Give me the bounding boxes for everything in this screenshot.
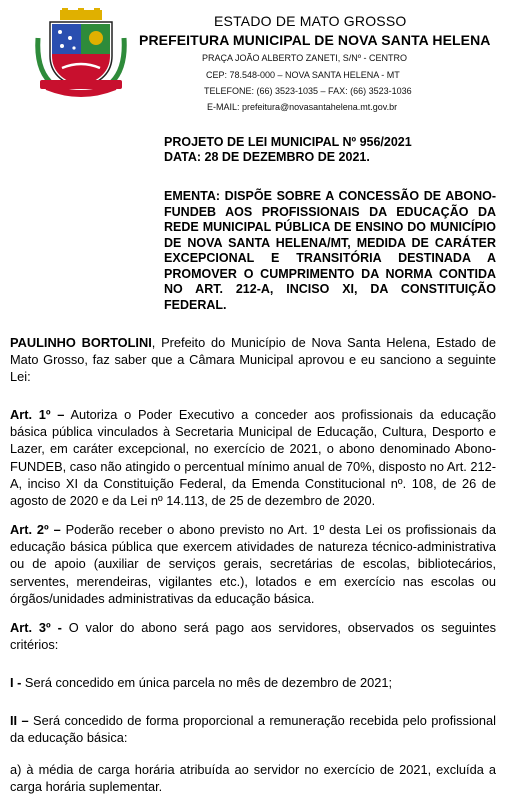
article-3-text: O valor do abono será pago aos servidores, observados os seguintes critérios: [10,620,497,653]
article-2-label: Art. 2º – [10,522,61,537]
letterhead-phone: TELEFONE: (66) 3523-1035 – FAX: (66) 3523-1036 [204,86,412,96]
bill-heading [164,135,412,165]
municipal-crest-logo [32,8,130,100]
bill-ementa: EMENTA: DISPÕE SOBRE A CONCESSÃO DE ABONO-FUNDEB AOS PROFISSIONAIS DA EDUCAÇÃO DA REDE MUNICIPAL PÚBLICA DE ENSINO DO MUNICÍPIO DE NOVA SANTA HELENA/MT, MEDIDA DE CARÁTER EXCEPCIONAL E TRANSITÓRIA DESTINADA A PROMOVER O CUMPRIMENTO DA NORMA CONTIDA NO ART. 212-A, INCISO XI, DA CONSTITUIÇÃO FEDERAL. [164,189,496,312]
mayor-name: PAULINHO BORTOLINI [10,335,152,350]
article-2 [10,521,496,607]
article-1-text: Autoriza o Poder Executivo a conceder aos profissionais da educação básica pública vinculados à Secretaria Municipal de Educação, Cultura, Desporto e Lazer, em caráter excepcional, no exercício de 2021, o abono denominado Abono-FUNDEB, caso não atingido o percentual mínimo anual de 70%, disposto no Art. 212-A, inciso XI da Constituição Federal, da Emenda Constitucional nº. 108, de 26 de agosto de 2020 e da Lei nº 14.113, de 25 de dezembro de 2020. [10,407,496,509]
item-i-text: Será concedido em única parcela no mês de dezembro de 2021; [21,675,393,690]
letterhead-prefecture: PREFEITURA MUNICIPAL DE NOVA SANTA HELENA [139,32,491,48]
article-1-label: Art. 1º – [10,407,65,422]
intro-text: , Prefeito do Município de Nova Santa Helena, Estado de Mato Grosso, faz saber que a Câmara Municipal aprovou e eu sanciono a seguinte Lei: [10,335,496,385]
letterhead-cep: CEP: 78.548-000 – NOVA SANTA HELENA - MT [206,70,400,80]
letterhead-email: E-MAIL: prefeitura@novasantahelena.mt.gov.br [207,102,398,112]
letterhead-address: PRAÇA JOÃO ALBERTO ZANETI, S/Nº - CENTRO [202,53,407,63]
intro-paragraph [10,334,496,386]
article-1 [10,406,496,509]
bill-date: DATA: 28 DE DEZEMBRO DE 2021. [164,150,370,164]
item-i [10,674,496,691]
bill-number: PROJETO DE LEI MUNICIPAL Nº 956/2021 [164,135,412,149]
article-3 [10,619,496,653]
item-ii-text: Será concedido de forma proporcional a remuneração recebida pelo profissional da educação básica: [10,713,496,746]
item-i-label: I - [10,675,22,690]
article-2-text: Poderão receber o abono previsto no Art. 1º desta Lei os profissionais da educação básica pública que exercem atividades de natureza técnico-administrativa ou de apoio (auxiliar de serviços gerais, secretárias de escolas, bibliotecários, serventes, merendeiras, vigilantes etc.), lotados e em exercício nas escolas ou órgãos/unidades administrativas da educação básica. [10,522,496,606]
item-ii-label: II – [10,713,29,728]
article-3-label: Art. 3º - [10,620,62,635]
item-ii [10,712,496,746]
item-a: a) à média de carga horária atribuída ao servidor no exercício de 2021, excluída a carga horária suplementar. [10,762,496,795]
letterhead-state: ESTADO DE MATO GROSSO [214,13,407,29]
